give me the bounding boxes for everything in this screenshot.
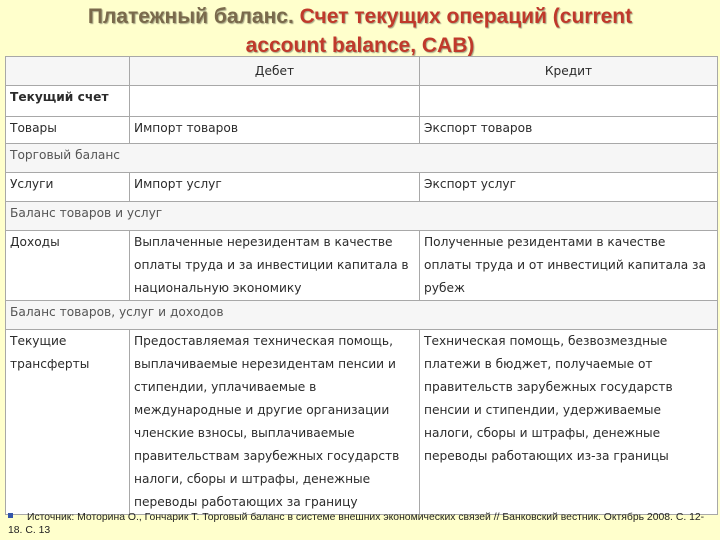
bullet-icon <box>8 513 13 518</box>
debit-cell: Выплаченные нерезидентам в качестве оплаты труда и за инвестиции капитала в национальную экономику <box>130 231 420 301</box>
table-row <box>6 173 718 202</box>
credit-cell: Техническая помощь, безвозмездные платежи в бюджет, получаемые от правительств зарубежных государств пенсии и стипендии, удерживаемые налоги, сборы и штрафы, денежные переводы работающих из-за границы <box>420 330 718 515</box>
debit-cell: Импорт услуг <box>130 173 420 202</box>
group-label: Торговый баланс <box>6 144 718 173</box>
table-row <box>6 117 718 144</box>
title-part3: account balance, CAB) <box>245 34 475 57</box>
group-row <box>6 144 718 173</box>
row-label: Доходы <box>6 231 130 301</box>
table-row <box>6 231 718 301</box>
group-row <box>6 202 718 231</box>
header-cell-debit: Дебет <box>130 57 420 86</box>
table-header-row <box>6 57 718 86</box>
title-part1: Платежный баланс. <box>87 5 294 28</box>
section-row <box>6 86 718 117</box>
debit-cell: Импорт товаров <box>130 117 420 144</box>
credit-cell: Полученные резидентами в качестве оплаты труда и от инвестиций капитала за рубеж <box>420 231 718 301</box>
footnote-text: Источник: Моторина О., Гончарик Т. Торговый баланс в системе внешних экономических связей // Банковский вестник. Октябрь 2008. С. 12-18. С. 13 <box>8 512 705 536</box>
slide-title <box>0 2 720 60</box>
credit-cell: Экспорт товаров <box>420 117 718 144</box>
title-part2: Счет текущих операций (current <box>299 5 633 28</box>
table-row <box>6 330 718 515</box>
group-label: Баланс товаров и услуг <box>6 202 718 231</box>
row-label: Услуги <box>6 173 130 202</box>
credit-cell: Экспорт услуг <box>420 173 718 202</box>
row-label: Текущие трансферты <box>6 330 130 515</box>
group-row <box>6 301 718 330</box>
header-cell-credit: Кредит <box>420 57 718 86</box>
current-account-table <box>5 56 718 515</box>
debit-cell: Предоставляемая техническая помощь, выплачиваемые нерезидентам пенсии и стипендии, уплачиваемые в международные и другие организации членские взносы, выплачиваемые правительствам зарубежных государств налоги, сборы и штрафы, денежные переводы работающих за границу <box>130 330 420 515</box>
section-label: Текущий счет <box>6 86 130 117</box>
source-footnote <box>8 511 713 537</box>
row-label: Товары <box>6 117 130 144</box>
header-cell-blank <box>6 57 130 86</box>
group-label: Баланс товаров, услуг и доходов <box>6 301 718 330</box>
